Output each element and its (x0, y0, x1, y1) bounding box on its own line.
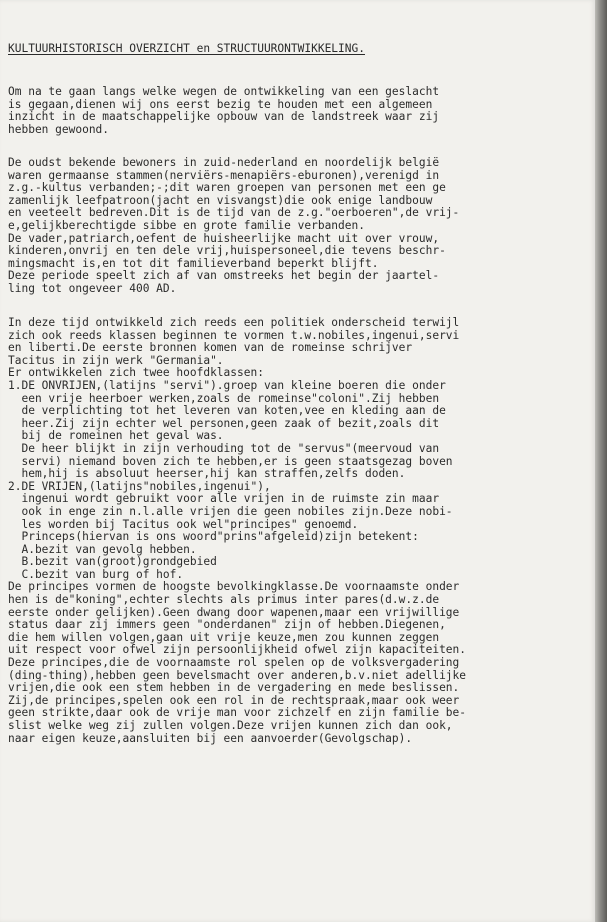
page-edge-shadow (595, 0, 607, 922)
paragraph-early-inhabitants: De oudst bekende bewoners in zuid-nederland en noordelijk belgië waren germaanse stammen(nerviërs-menapiërs-eburonen),verenigd in z.g.-kultus verbanden;-;dit waren groepen van personen met een ge zamenlijk leefpatroon(jacht en visvangst)die ook enige landbouw en veeteelt bedreven.Dit is de tijd van de z.g."oerboeren",de vrij- e,gelijkberechtigde sibbe en grote familie verbanden. De vader,patriarch,oefent de huisheerlijke macht uit over vrouw, kinderen,onvrij en ten dele vrij,huispersoneel,die tevens beschr- mingsmacht is,en tot dit familieverband beperkt blijft. Deze periode speelt zich af van omstreeks het begin der jaartel- ling tot ongeveer 400 AD. (8, 156, 460, 295)
document-title: KULTUURHISTORISCH OVERZICHT en STRUCTUURONTWIKKELING. (8, 42, 365, 55)
paragraph-class-structure: In deze tijd ontwikkeld zich reeds een politiek onderscheid terwijl zich ook reeds klassen beginnen te vormen t.w.nobiles,ingenui,servi en liberti.De eerste bronnen komen van de romeinse schrijver Tacitus in zijn werk "Germania". Er ontwikkelen zich twee hoofdklassen: 1.DE ONVRIJEN,(latijns "servi").groep van kleine boeren die onder een vrije heerboer werken,zoals de romeinse"coloni".Zij hebben de verplichting tot het leveren van koten,vee en kleding aan de heer.Zij zijn echter wel personen,geen zaak of bezit,zoals dit bij de romeinen het geval was. De heer blijkt in zijn verhouding tot de "servus"(meervoud van servi) niemand boven zich te hebben,er is geen staatsgezag boven hem,hij is absoluut heerser,hij kan straffen,zelfs doden. 2.DE VRIJEN,(latijns"nobiles,ingenui"), ingenui wordt gebruikt voor alle vrijen in de ruimste zin maar ook in enge zin n.l.alle vrijen die geen nobiles zijn.Deze nobi- les worden bij Tacitus ook wel"principes" genoemd. Princeps(hiervan is ons woord"prins"afgeleid)zijn betekent: A.bezit van gevolg hebben. B.bezit van(groot)grondgebied C.bezit van burg of hof. De principes vormen de hoogste bevolkingklasse.De voornaamste onder hen is de"koning",echter slechts als primus inter pares(d.w.z.de eerste onder gelijken).Geen dwang door wapenen,maar een vrijwillige status daar zij immers geen "onderdanen" zijn of hebben.Diegenen, die hem willen volgen,gaan uit vrije keuze,men zou kunnen zeggen uit respect voor ofwel zijn persoonlijkheid ofwel zijn kapaciteiten. Deze principes,die de voornaamste rol spelen op de volksvergadering (ding-thing),hebben geen bevelsmacht over anderen,b.v.niet adellijke vrijen,die ook een stem hebben in de vergadering en mede beslissen. Zij,de principes,spelen ook een rol in de rechtspraak,maar ook weer geen strikte,daar ook de vrije man voor zichzelf en zijn familie be- slist welke weg zij zullen volgen.Deze vrijen kunnen zich dan ook, naar eigen keuze,aansluiten bij een aanvoerder(Gevolgschap). (8, 316, 467, 745)
paragraph-introduction: Om na te gaan langs welke wegen de ontwikkeling van een geslacht is gegaan,dienen wij ons eerst bezig te houden met een algemeen inzicht in de maatschappelijke opbouw van de landstreek waar zij hebben gewoond. (8, 85, 440, 136)
